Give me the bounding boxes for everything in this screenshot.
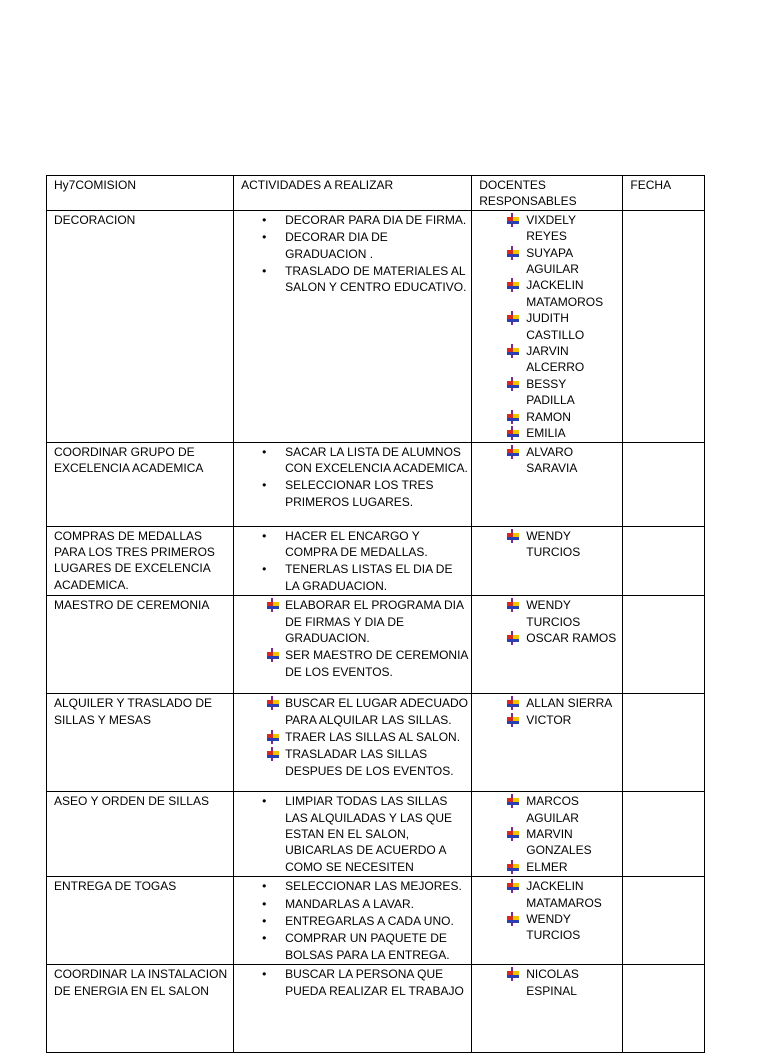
actividad-item xyxy=(241,477,468,510)
docente-item xyxy=(479,444,619,477)
docente-name: MARVIN GONZALES xyxy=(526,826,592,858)
docente-item xyxy=(479,343,619,376)
actividad-item xyxy=(241,746,468,779)
actividad-text: SACAR LA LISTA DE ALUMNOS CON EXCELENCIA ACADEMICA. xyxy=(285,444,468,475)
table-row xyxy=(47,877,705,965)
docente-name: VIXDELY REYES xyxy=(526,212,576,244)
actividad-text: HACER EL ENCARGO Y COMPRA DE MEDALLAS. xyxy=(285,528,428,559)
table-row xyxy=(47,526,705,596)
comision-cell: ENTREGA DE TOGAS xyxy=(47,877,234,965)
actividad-text: MANDARLAS A LAVAR. xyxy=(285,896,414,911)
header-fecha: FECHA xyxy=(623,176,705,211)
actividades-cell xyxy=(234,694,472,792)
docentes-list xyxy=(479,444,619,477)
actividad-item xyxy=(241,695,468,728)
fecha-cell xyxy=(623,596,705,694)
actividad-text: TRASLADO DE MATERIALES AL SALON Y CENTRO EDUCATIVO. xyxy=(285,264,467,295)
docente-name: JARVIN ALCERRO xyxy=(526,344,585,375)
flag-bullet-icon xyxy=(506,713,520,727)
actividad-text: SER MAESTRO DE CEREMONIA DE LOS EVENTOS. xyxy=(285,648,468,679)
docente-item xyxy=(479,826,619,859)
docente-name: ALVARO SARAVIA xyxy=(526,444,578,475)
flag-bullet-icon xyxy=(506,377,520,391)
actividad-text: COMPRAR UN PAQUETE DE BOLSAS PARA LA ENTREGA. xyxy=(285,931,450,962)
flag-bullet-icon xyxy=(266,598,280,612)
actividad-text: TRAER LAS SILLAS AL SALON. xyxy=(285,729,461,744)
docentes-list xyxy=(479,695,619,728)
actividad-text: LIMPIAR TODAS LAS SILLAS LAS ALQUILADAS Y LAS QUE ESTAN EN EL SALON, UBICARLAS DE ACUERDO A COMO SE NECESITEN xyxy=(285,794,453,874)
docente-name: EMILIA xyxy=(526,426,566,441)
docente-name: ELMER xyxy=(526,859,568,874)
commission-table xyxy=(46,175,705,1053)
docente-item xyxy=(479,695,619,711)
actividad-item xyxy=(241,878,468,894)
docente-name: WENDY TURCIOS xyxy=(526,911,581,943)
docente-item xyxy=(479,597,619,630)
docente-item xyxy=(479,245,619,278)
actividad-item xyxy=(241,647,468,680)
comision-cell: COORDINAR LA INSTALACION DE ENERGIA EN EL SALON xyxy=(47,965,234,1053)
docentes-cell xyxy=(472,965,623,1053)
flag-bullet-icon xyxy=(506,967,520,981)
actividad-item xyxy=(241,896,468,912)
docentes-list xyxy=(479,878,619,944)
docente-item xyxy=(479,911,619,944)
actividades-list xyxy=(241,695,468,779)
flag-bullet-icon xyxy=(506,827,520,841)
actividad-item xyxy=(241,793,468,875)
actividades-cell xyxy=(234,442,472,526)
docentes-cell xyxy=(472,877,623,965)
actividades-list xyxy=(241,878,468,963)
docentes-list xyxy=(479,793,619,875)
docentes-cell xyxy=(472,442,623,526)
actividades-list xyxy=(241,793,468,875)
docente-item xyxy=(479,712,619,728)
actividad-item xyxy=(241,597,468,646)
flag-bullet-icon xyxy=(506,213,520,227)
actividades-list xyxy=(241,444,468,511)
flag-bullet-icon xyxy=(266,648,280,662)
flag-bullet-icon xyxy=(506,696,520,710)
comision-cell: COORDINAR GRUPO DE EXCELENCIA ACADEMICA xyxy=(47,442,234,526)
fecha-cell xyxy=(623,792,705,877)
actividad-item xyxy=(241,528,468,561)
docente-item xyxy=(479,878,619,911)
header-docentes: DOCENTES RESPONSABLES xyxy=(472,176,623,211)
docente-name: VICTOR xyxy=(526,712,572,727)
actividad-item xyxy=(241,212,468,228)
actividades-cell xyxy=(234,792,472,877)
docente-item xyxy=(479,409,619,425)
docente-name: OSCAR RAMOS xyxy=(526,630,617,645)
flag-bullet-icon xyxy=(506,860,520,874)
docente-item xyxy=(479,277,619,310)
docentes-list xyxy=(479,528,619,561)
table-row xyxy=(47,442,705,526)
header-row xyxy=(47,176,705,211)
actividades-list xyxy=(241,212,468,296)
comision-cell: ASEO Y ORDEN DE SILLAS xyxy=(47,792,234,877)
flag-bullet-icon xyxy=(266,730,280,744)
docente-name: ALLAN SIERRA xyxy=(526,696,613,711)
actividades-cell xyxy=(234,877,472,965)
flag-bullet-icon xyxy=(266,696,280,710)
docente-name: WENDY TURCIOS xyxy=(526,598,581,629)
comision-cell: COMPRAS DE MEDALLAS PARA LOS TRES PRIMEROS LUGARES DE EXCELENCIA ACADEMICA. xyxy=(47,526,234,596)
actividad-text: TRASLADAR LAS SILLAS DESPUES DE LOS EVENTOS. xyxy=(285,747,454,778)
flag-bullet-icon xyxy=(506,912,520,926)
table-row xyxy=(47,596,705,694)
docente-item xyxy=(479,528,619,561)
actividades-list xyxy=(241,528,468,595)
docentes-cell xyxy=(472,210,623,442)
comision-cell: ALQUILER Y TRASLADO DE SILLAS Y MESAS xyxy=(47,694,234,792)
actividades-cell xyxy=(234,965,472,1053)
flag-bullet-icon xyxy=(506,794,520,808)
flag-bullet-icon xyxy=(506,529,520,543)
flag-bullet-icon xyxy=(506,879,520,893)
table-row xyxy=(47,965,705,1053)
docentes-cell xyxy=(472,694,623,792)
docentes-cell xyxy=(472,792,623,877)
docente-name: MARCOS AGUILAR xyxy=(526,794,579,825)
flag-bullet-icon xyxy=(506,344,520,358)
flag-bullet-icon xyxy=(506,598,520,612)
flag-bullet-icon xyxy=(506,426,520,440)
flag-bullet-icon xyxy=(506,278,520,292)
actividad-text: ENTREGARLAS A CADA UNO. xyxy=(285,913,454,928)
actividad-text: SELECCIONAR LAS MEJORES. xyxy=(285,879,462,894)
docentes-list xyxy=(479,597,619,646)
comision-cell: DECORACION xyxy=(47,210,234,442)
docentes-cell xyxy=(472,526,623,596)
actividad-text: SELECCIONAR LOS TRES PRIMEROS LUGARES. xyxy=(285,478,434,509)
flag-bullet-icon xyxy=(506,445,520,459)
actividad-text: DECORAR DIA DE GRADUACION . xyxy=(285,230,388,261)
flag-bullet-icon xyxy=(266,747,280,761)
actividades-cell xyxy=(234,210,472,442)
actividad-item xyxy=(241,229,468,262)
docente-item xyxy=(479,310,619,343)
docente-item xyxy=(479,212,619,245)
docente-item xyxy=(479,376,619,409)
actividad-text: ELABORAR EL PROGRAMA DIA DE FIRMAS Y DIA DE GRADUACION. xyxy=(285,598,464,645)
fecha-cell xyxy=(623,694,705,792)
actividad-item xyxy=(241,930,468,963)
table-row xyxy=(47,792,705,877)
docente-item xyxy=(479,425,619,441)
fecha-cell xyxy=(623,965,705,1053)
actividades-cell xyxy=(234,596,472,694)
actividad-text: BUSCAR EL LUGAR ADECUADO PARA ALQUILAR LAS SILLAS. xyxy=(285,696,468,727)
docente-name: SUYAPA AGUILAR xyxy=(526,245,579,277)
flag-bullet-icon xyxy=(506,631,520,645)
header-actividades: ACTIVIDADES A REALIZAR xyxy=(234,176,472,211)
docentes-cell xyxy=(472,596,623,694)
actividades-cell xyxy=(234,526,472,596)
docente-name: JUDITH CASTILLO xyxy=(526,311,585,342)
docente-name: RAMON xyxy=(526,409,571,424)
docentes-list xyxy=(479,966,619,999)
flag-bullet-icon xyxy=(506,311,520,325)
fecha-cell xyxy=(623,442,705,526)
header-comision: Hy7COMISION xyxy=(47,176,234,211)
actividad-text: TENERLAS LISTAS EL DIA DE LA GRADUACION. xyxy=(285,562,453,593)
table-row xyxy=(47,694,705,792)
docente-item xyxy=(479,859,619,875)
flag-bullet-icon xyxy=(506,410,520,424)
docente-item xyxy=(479,966,619,999)
docente-name: NICOLAS ESPINAL xyxy=(526,967,579,998)
docente-name: BESSY PADILLA xyxy=(526,376,575,408)
docentes-list xyxy=(479,212,619,442)
fecha-cell xyxy=(623,210,705,442)
actividad-item xyxy=(241,913,468,929)
actividades-list xyxy=(241,597,468,680)
fecha-cell xyxy=(623,526,705,596)
fecha-cell xyxy=(623,877,705,965)
docente-name: WENDY TURCIOS xyxy=(526,528,581,559)
comision-cell: MAESTRO DE CEREMONIA xyxy=(47,596,234,694)
actividad-text: DECORAR PARA DIA DE FIRMA. xyxy=(285,212,467,227)
docente-item xyxy=(479,793,619,826)
actividad-item xyxy=(241,263,468,296)
docente-item xyxy=(479,630,619,646)
actividad-text: BUSCAR LA PERSONA QUE PUEDA REALIZAR EL TRABAJO xyxy=(285,967,464,998)
actividades-list xyxy=(241,966,468,999)
actividad-item xyxy=(241,444,468,477)
table-row xyxy=(47,210,705,442)
actividad-item xyxy=(241,729,468,745)
actividad-item xyxy=(241,966,468,999)
actividad-item xyxy=(241,561,468,594)
docente-name: JACKELIN MATAMOROS xyxy=(526,278,604,309)
flag-bullet-icon xyxy=(506,246,520,260)
docente-name: JACKELIN MATAMAROS xyxy=(526,879,602,910)
